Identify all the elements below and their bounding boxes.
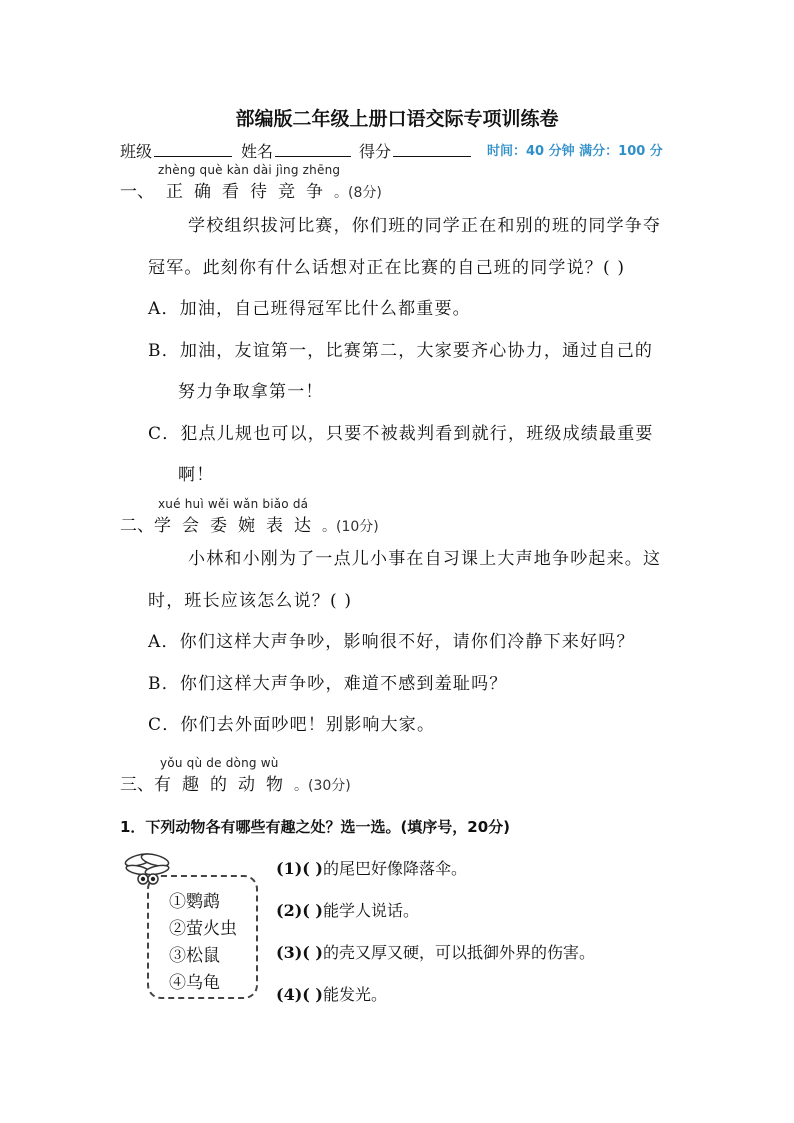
fill-item-number[interactable]: (1)( )	[276, 859, 323, 878]
page-title: 部编版二年级上册口语交际专项训练卷	[235, 108, 559, 130]
section2-option-a[interactable]: A．你们这样大声争吵，影响很不好，请你们冷静下来好吗？	[148, 632, 635, 652]
name-blank[interactable]	[275, 142, 351, 157]
fill-item-text: 的壳又厚又硬，可以抵御外界的伤害。	[322, 943, 595, 962]
fill-item-text: 的尾巴好像降落伞。	[322, 859, 467, 878]
section3-heading	[120, 770, 351, 795]
section2-option-b[interactable]: B．你们这样大声争吵，难道不感到羞耻吗？	[148, 674, 508, 694]
fill-item-number[interactable]: (4)( )	[276, 985, 323, 1004]
fill-item	[276, 856, 467, 879]
section1-pinyin: zhèng què kàn dài jìng zhēng	[158, 163, 341, 177]
section1-option-c[interactable]: C．犯点儿规也可以，只要不被裁判看到就行，班级成绩最重要	[148, 424, 654, 444]
fill-item	[276, 898, 419, 921]
section2-pinyin: xué huì wěi wǎn biǎo dá	[158, 497, 309, 511]
section2-paragraph-line2: 时，班长应该怎么说？( )	[148, 591, 353, 611]
section2-paragraph-line1: 小林和小刚为了一点儿小事在自习课上大声地争吵起来。这	[188, 549, 662, 569]
section2-title: 学会委婉表达	[154, 516, 322, 536]
section1-prefix: 一、	[120, 182, 154, 202]
fill-item	[276, 940, 595, 963]
fill-item	[276, 982, 387, 1005]
name-label: 姓名	[241, 142, 274, 161]
section1-option-c-cont: 啊！	[178, 465, 215, 485]
fill-item-text: 能学人说话。	[322, 901, 419, 920]
class-field	[120, 139, 238, 162]
animal-option: ①鹦鹉	[169, 892, 220, 912]
section1-paragraph-line1: 学校组织拔河比赛，你们班的同学正在和别的班的同学争夺	[188, 216, 662, 236]
section2-prefix: 二、	[120, 516, 154, 536]
fill-item-number[interactable]: (2)( )	[276, 901, 323, 920]
section1-option-b-cont: 努力争取拿第一！	[178, 382, 324, 402]
section2-points: 。(10分)	[322, 519, 379, 535]
section1-points: 。(8分)	[334, 185, 382, 201]
score-blank[interactable]	[393, 142, 471, 157]
animal-options-box	[147, 875, 258, 999]
dragonfly-icon	[122, 850, 174, 892]
name-field	[241, 139, 357, 162]
section1-title: 正确看待竞争	[166, 182, 334, 202]
class-blank[interactable]	[154, 142, 232, 157]
score-field	[359, 139, 477, 162]
section1-heading	[120, 177, 382, 202]
time-info: 时间：40 分钟 满分：100 分	[487, 144, 663, 159]
section3-prefix: 三、	[120, 775, 154, 795]
section2-option-c[interactable]: C．你们去外面吵吧！别影响大家。	[148, 715, 436, 735]
section1-option-a[interactable]: A．加油，自己班得冠军比什么都重要。	[148, 299, 471, 319]
fill-item-number[interactable]: (3)( )	[276, 943, 323, 962]
fill-item-text: 能发光。	[322, 985, 387, 1004]
section3-points: 。(30分)	[294, 778, 351, 794]
section3-title: 有趣的动物	[154, 775, 294, 795]
class-label: 班级	[120, 142, 153, 161]
section3-question1: 1．下列动物各有哪些有趣之处？选一选。(填序号，20分)	[120, 818, 511, 836]
animal-option: ②萤火虫	[169, 919, 237, 939]
animal-option: ④乌龟	[169, 973, 220, 993]
section1-paragraph-line2: 冠军。此刻你有什么话想对正在比赛的自己班的同学说？( )	[148, 258, 626, 278]
section3-pinyin: yǒu qù de dòng wù	[160, 756, 279, 770]
section1-option-b[interactable]: B．加油，友谊第一，比赛第二，大家要齐心协力，通过自己的	[148, 341, 654, 361]
score-label: 得分	[359, 142, 392, 161]
section2-heading	[120, 511, 379, 536]
animal-option: ③松鼠	[169, 946, 220, 966]
